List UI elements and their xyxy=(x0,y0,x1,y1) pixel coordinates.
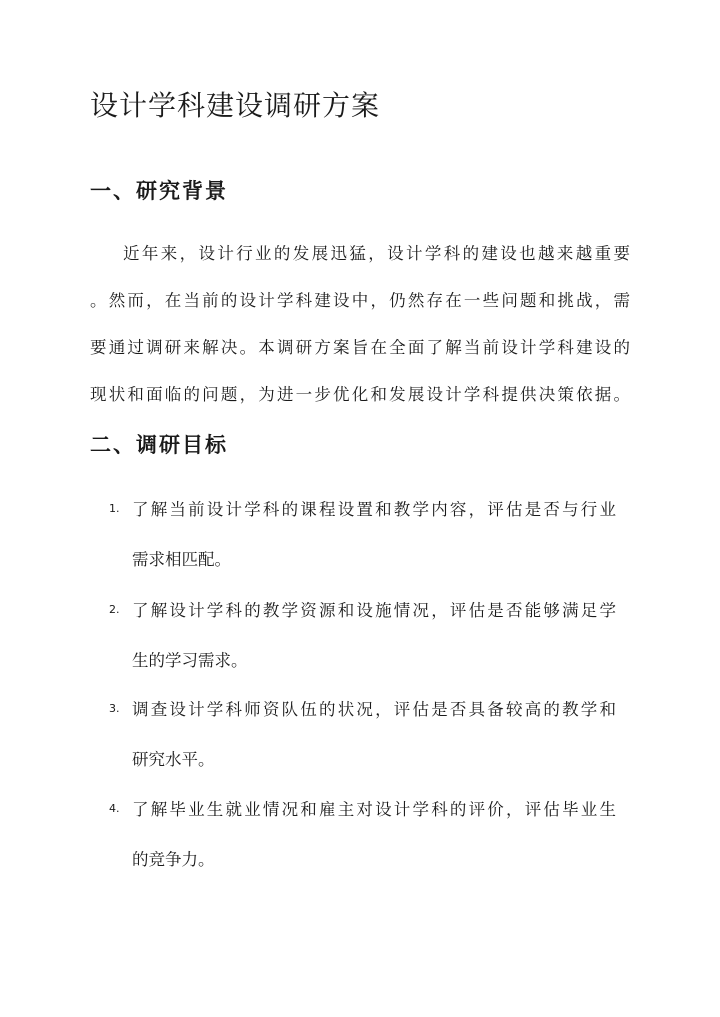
list-item-line: 了解当前设计学科的课程设置和教学内容，评估是否与行业 xyxy=(132,500,616,519)
paragraph-line: 现状和面临的问题，为进一步优化和发展设计学科提供决策依据。 xyxy=(90,385,630,404)
list-item-number: 3. xyxy=(109,702,120,715)
document-title: 设计学科建设调研方案 xyxy=(90,89,381,122)
list-item-number: 4. xyxy=(109,802,120,815)
paragraph-line: 要通过调研来解决。本调研方案旨在全面了解当前设计学科建设的 xyxy=(90,338,630,357)
paragraph-line: 近年来，设计行业的发展迅猛，设计学科的建设也越来越重要 xyxy=(123,244,630,263)
list-item-number: 2. xyxy=(109,603,120,616)
section-heading-objectives: 二、调研目标 xyxy=(90,433,228,457)
list-item-line: 的竞争力。 xyxy=(132,850,215,869)
list-item-line: 了解设计学科的教学资源和设施情况，评估是否能够满足学 xyxy=(132,601,616,620)
list-item-number: 1. xyxy=(109,502,120,515)
list-item-line: 生的学习需求。 xyxy=(132,651,248,670)
list-item-line: 研究水平。 xyxy=(132,750,215,769)
paragraph-line: 。然而，在当前的设计学科建设中，仍然存在一些问题和挑战，需 xyxy=(90,291,630,310)
section-heading-background: 一、研究背景 xyxy=(90,179,228,203)
list-item-line: 需求相匹配。 xyxy=(132,550,231,569)
list-item-line: 了解毕业生就业情况和雇主对设计学科的评价，评估毕业生 xyxy=(132,800,616,819)
list-item-line: 调查设计学科师资队伍的状况，评估是否具备较高的教学和 xyxy=(132,700,616,719)
